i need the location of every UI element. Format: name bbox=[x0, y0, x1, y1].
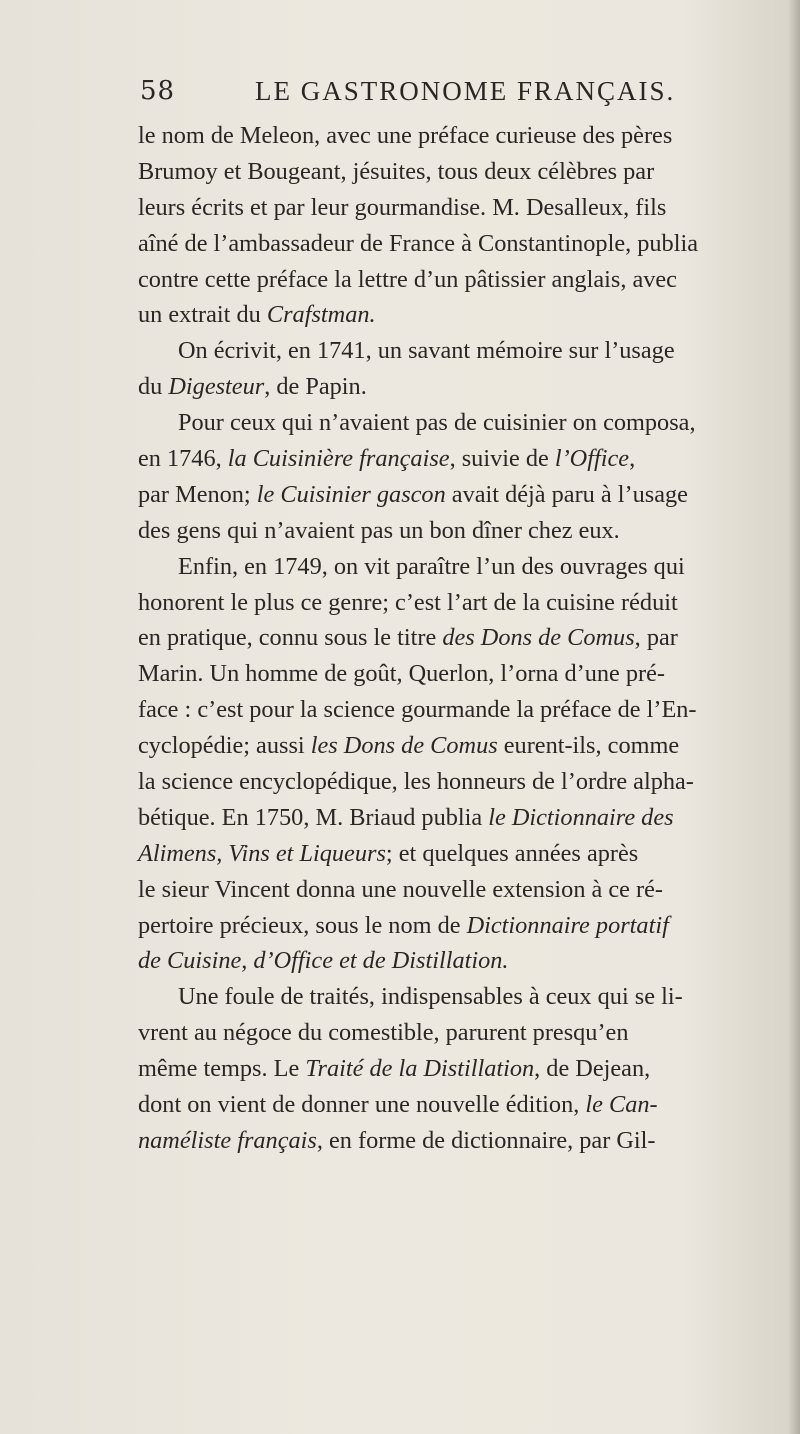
text-fragment: Une foule de traités, indispensables à ceux qui se li- bbox=[178, 983, 683, 1011]
text-line bbox=[138, 226, 778, 262]
text-fragment: en 1746, bbox=[138, 445, 228, 473]
text-fragment: le sieur Vincent donna une nouvelle extension à ce ré- bbox=[138, 875, 664, 903]
text-line bbox=[138, 979, 778, 1015]
text-fragment: par Menon; bbox=[138, 480, 257, 508]
text-line bbox=[138, 190, 778, 226]
text-line bbox=[138, 872, 778, 908]
italic-title-fragment: Dictionnaire portatif bbox=[466, 911, 669, 939]
text-line bbox=[138, 585, 778, 621]
text-fragment: avait déjà paru à l’usage bbox=[445, 480, 688, 508]
text-line bbox=[138, 692, 778, 728]
italic-title-fragment: Traité de la Distillation bbox=[305, 1055, 535, 1083]
italic-title-fragment: l’Office bbox=[554, 445, 630, 473]
page-number: 58 bbox=[140, 76, 176, 106]
text-line bbox=[138, 943, 778, 979]
text-fragment: des gens qui n’avaient pas un bon dîner chez eux. bbox=[138, 516, 620, 544]
text-line bbox=[138, 908, 778, 944]
text-fragment: un extrait du bbox=[138, 301, 267, 329]
italic-title-fragment: les Dons de Comus bbox=[310, 732, 498, 760]
text-fragment: ; et quelques années après bbox=[385, 839, 639, 867]
text-line bbox=[138, 441, 778, 477]
text-line bbox=[138, 728, 778, 764]
text-fragment: On écrivit, en 1741, un savant mémoire sur l’usage bbox=[178, 337, 675, 365]
text-fragment: , en forme de dictionnaire, par Gil- bbox=[316, 1126, 656, 1154]
text-fragment: eurent-ils, comme bbox=[497, 732, 680, 760]
text-line bbox=[138, 369, 778, 405]
text-fragment: , de Papin. bbox=[264, 373, 367, 401]
italic-title-fragment: le Can- bbox=[585, 1091, 658, 1119]
text-fragment: même temps. Le bbox=[138, 1055, 306, 1083]
text-fragment: , suivie de bbox=[449, 445, 555, 473]
running-title: LE GASTRONOME FRANÇAIS. bbox=[255, 76, 676, 106]
italic-title-fragment: Digesteur bbox=[168, 373, 265, 401]
text-line bbox=[138, 262, 778, 298]
text-fragment: en pratique, connu sous le titre bbox=[138, 624, 443, 652]
italic-title-fragment: de Cuisine, d’Office et de Distillation. bbox=[138, 947, 509, 975]
body-text bbox=[138, 118, 778, 1159]
text-line bbox=[138, 1087, 778, 1123]
italic-title-fragment: le Dictionnaire des bbox=[488, 803, 674, 831]
italic-title-fragment: des Dons de Comus bbox=[442, 624, 635, 652]
text-fragment: cyclopédie; aussi bbox=[138, 732, 311, 760]
text-line bbox=[138, 513, 778, 549]
italic-title-fragment: naméliste français bbox=[138, 1126, 317, 1154]
text-fragment: la science encyclopédique, les honneurs de l’ordre alpha- bbox=[138, 768, 694, 796]
page-edge-shadow bbox=[788, 0, 800, 1434]
text-fragment: leurs écrits et par leur gourmandise. M. Desalleux, fils bbox=[138, 193, 667, 221]
text-line bbox=[138, 1051, 778, 1087]
text-fragment: face : c’est pour la science gourmande la préface de l’En- bbox=[138, 696, 697, 724]
text-line bbox=[138, 800, 778, 836]
text-fragment: , bbox=[629, 445, 636, 473]
text-fragment: bétique. En 1750, M. Briaud publia bbox=[138, 803, 489, 831]
text-fragment: Brumoy et Bougeant, jésuites, tous deux célèbres par bbox=[138, 157, 655, 185]
text-line bbox=[138, 297, 778, 333]
text-fragment: , par bbox=[634, 624, 678, 652]
text-line bbox=[138, 154, 778, 190]
text-fragment: pertoire précieux, sous le nom de bbox=[138, 911, 467, 939]
text-line bbox=[138, 405, 778, 441]
text-line bbox=[138, 477, 778, 513]
text-fragment: honorent le plus ce genre; c’est l’art de la cuisine réduit bbox=[138, 588, 678, 616]
text-fragment: dont on vient de donner une nouvelle édition, bbox=[138, 1091, 586, 1119]
text-line bbox=[138, 118, 778, 154]
text-fragment: aîné de l’ambassadeur de France à Constantinople, publia bbox=[138, 229, 698, 257]
text-fragment: Pour ceux qui n’avaient pas de cuisinier on composa, bbox=[178, 409, 696, 437]
text-line bbox=[138, 620, 778, 656]
text-fragment: du bbox=[138, 373, 169, 401]
text-fragment: vrent au négoce du comestible, parurent presqu’en bbox=[138, 1019, 629, 1047]
text-line bbox=[138, 333, 778, 369]
italic-title-fragment: Crafstman. bbox=[266, 301, 376, 329]
text-fragment: contre cette préface la lettre d’un pâtissier anglais, avec bbox=[138, 265, 677, 293]
text-line bbox=[138, 1015, 778, 1051]
text-line bbox=[138, 656, 778, 692]
text-fragment: Marin. Un homme de goût, Querlon, l’orna d’une pré- bbox=[138, 660, 665, 688]
italic-title-fragment: la Cuisinière française bbox=[227, 445, 450, 473]
page-header bbox=[140, 72, 760, 112]
text-fragment: , de Dejean, bbox=[534, 1055, 651, 1083]
text-line bbox=[138, 836, 778, 872]
text-line bbox=[138, 1123, 778, 1159]
italic-title-fragment: le Cuisinier gascon bbox=[256, 480, 446, 508]
italic-title-fragment: Alimens, Vins et Liqueurs bbox=[138, 839, 386, 867]
text-fragment: Enfin, en 1749, on vit paraître l’un des ouvrages qui bbox=[178, 552, 685, 580]
text-fragment: le nom de Meleon, avec une préface curieuse des pères bbox=[138, 122, 673, 149]
text-line bbox=[138, 764, 778, 800]
text-line bbox=[138, 549, 778, 585]
